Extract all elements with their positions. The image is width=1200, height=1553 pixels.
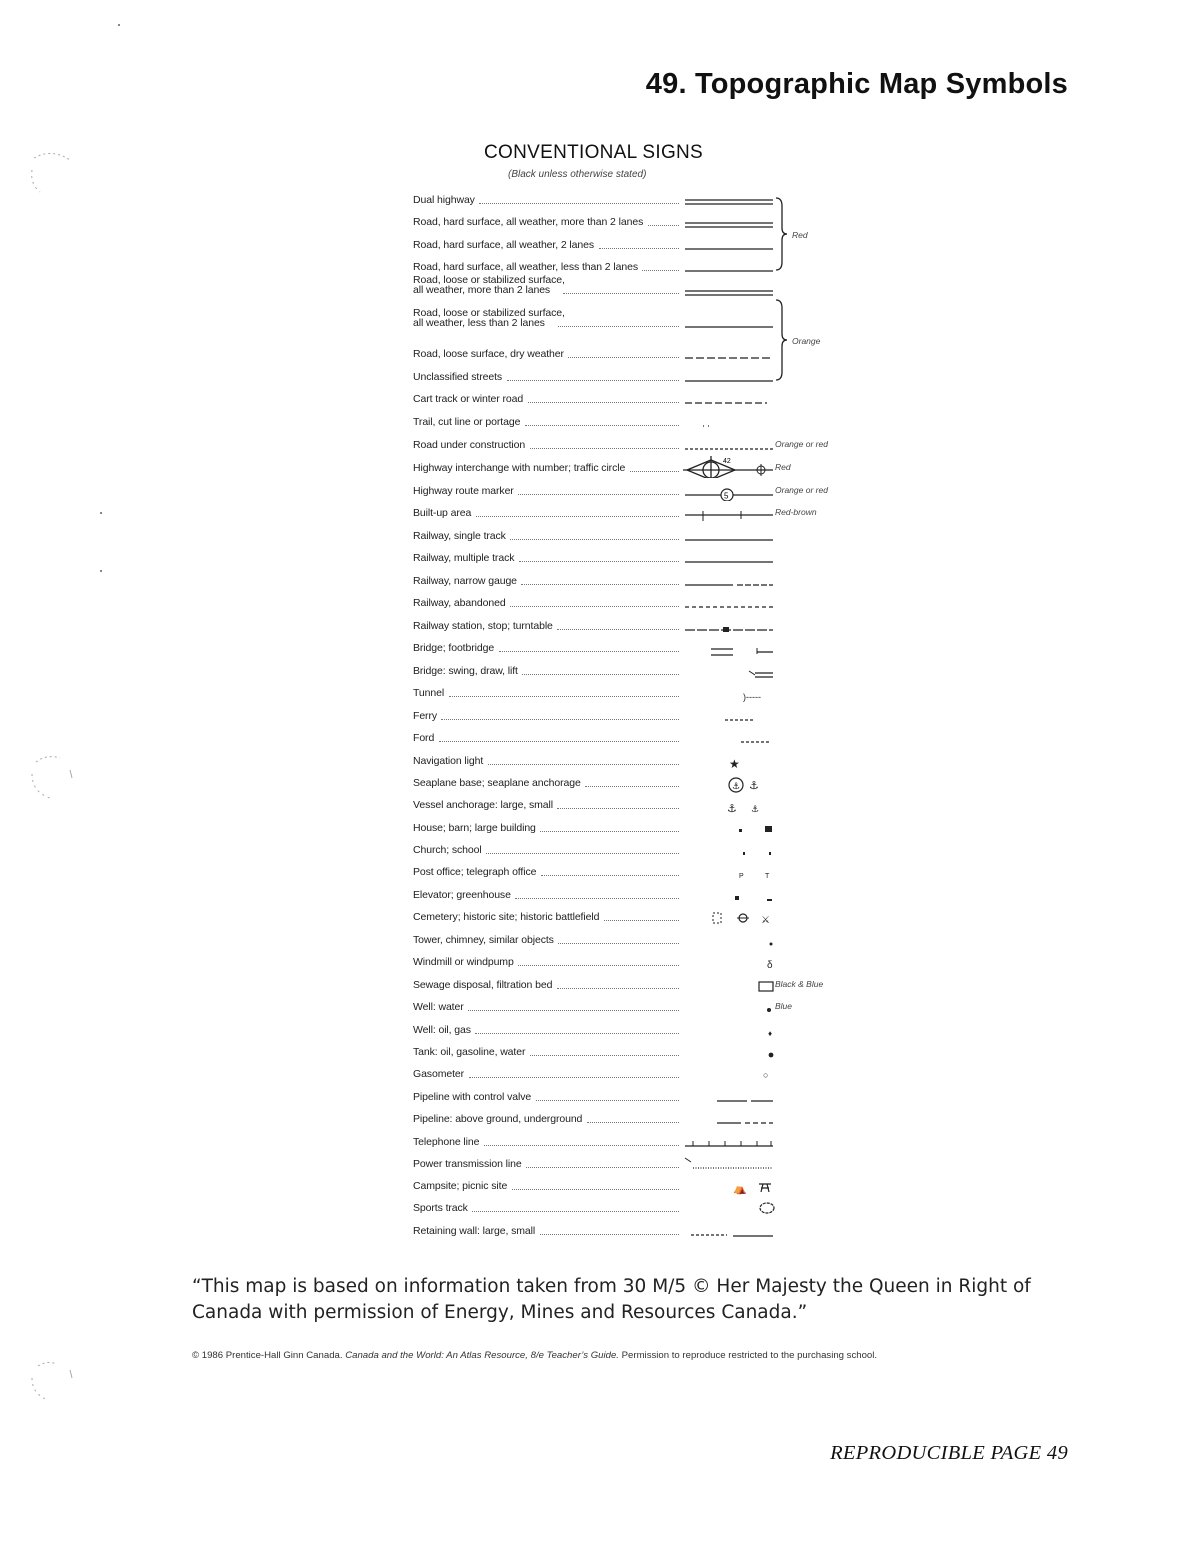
legend-row bbox=[413, 501, 843, 523]
dot-leader bbox=[510, 539, 679, 540]
dot-leader bbox=[585, 786, 679, 787]
legend-row bbox=[413, 1085, 843, 1107]
dot-leader bbox=[472, 1211, 679, 1212]
dot-leader bbox=[507, 380, 679, 381]
dot-leader bbox=[441, 719, 679, 720]
svg-text:★: ★ bbox=[729, 757, 740, 771]
legend-row-label: Telephone line bbox=[413, 1136, 480, 1148]
legend-row-label: Tank: oil, gasoline, water bbox=[413, 1046, 526, 1058]
speck bbox=[100, 512, 102, 514]
legend-row-note: Orange or red bbox=[775, 439, 828, 449]
legend-row bbox=[413, 546, 843, 568]
dot-leader bbox=[540, 831, 679, 832]
legend-row bbox=[413, 726, 843, 748]
legend-row bbox=[413, 928, 843, 950]
legend-row bbox=[413, 1152, 843, 1174]
legend-row-label: Navigation light bbox=[413, 755, 484, 767]
legend-row-label: Highway route marker bbox=[413, 485, 514, 497]
legend-row bbox=[413, 973, 843, 995]
legend-subtitle: (Black unless otherwise stated) bbox=[508, 169, 647, 180]
dot-leader bbox=[526, 1167, 679, 1168]
dot-leader bbox=[439, 741, 679, 742]
legend-row-label: Pipeline: above ground, underground bbox=[413, 1113, 583, 1125]
legend-row-label: Cemetery; historic site; historic battlefield bbox=[413, 911, 600, 923]
legend-row bbox=[413, 860, 843, 882]
legend-row bbox=[413, 950, 843, 972]
dot-leader bbox=[557, 808, 679, 809]
legend-row bbox=[413, 995, 843, 1017]
svg-text:⚓: ⚓ bbox=[727, 802, 737, 815]
dot-leader bbox=[558, 326, 679, 327]
svg-text:○: ○ bbox=[763, 1070, 769, 1080]
dot-leader bbox=[604, 920, 679, 921]
legend-title: CONVENTIONAL SIGNS bbox=[484, 142, 704, 163]
legend-row-label: Elevator; greenhouse bbox=[413, 889, 511, 901]
orange-group-label: Orange bbox=[792, 336, 821, 346]
dot-leader bbox=[530, 1055, 679, 1056]
dot-leader bbox=[486, 853, 679, 854]
orange-group-brace bbox=[774, 298, 790, 382]
legend-row bbox=[413, 883, 843, 905]
dot-leader bbox=[479, 203, 679, 204]
dot-leader bbox=[563, 293, 679, 294]
dot-leader bbox=[518, 494, 679, 495]
legend-row bbox=[413, 524, 843, 546]
svg-text:⚓: ⚓ bbox=[749, 779, 759, 792]
legend-row bbox=[413, 591, 843, 613]
legend-row bbox=[413, 1018, 843, 1040]
legend-row-label: Railway station, stop; turntable bbox=[413, 620, 553, 632]
dot-leader bbox=[557, 988, 679, 989]
dot-leader bbox=[630, 471, 679, 472]
dot-leader bbox=[512, 1189, 679, 1190]
dot-leader bbox=[530, 448, 679, 449]
punch-hole-bottom bbox=[26, 1360, 82, 1406]
dot-leader bbox=[515, 898, 679, 899]
legend-row-note: Blue bbox=[775, 1001, 793, 1011]
dot-leader bbox=[484, 1145, 679, 1146]
legend-row bbox=[413, 771, 843, 793]
svg-text:⚔: ⚔ bbox=[761, 915, 770, 926]
page-title: 49. Topographic Map Symbols bbox=[645, 68, 1068, 100]
legend-row bbox=[413, 274, 843, 300]
legend-row bbox=[413, 387, 843, 409]
dot-leader bbox=[476, 516, 679, 517]
red-group-label: Red bbox=[792, 230, 808, 240]
punch-hole-middle bbox=[26, 752, 82, 804]
svg-text:P: P bbox=[739, 873, 744, 880]
dot-leader bbox=[587, 1122, 679, 1123]
legend-row bbox=[413, 636, 843, 658]
legend-row-label: Road, loose surface, dry weather bbox=[413, 348, 564, 360]
map-credit-quote: “This map is based on information taken from 30 M/5 © Her Majesty the Queen in Right of Canada with permission of Energy, Mines and Resources Canada.” bbox=[192, 1276, 1031, 1323]
dot-leader bbox=[499, 651, 679, 652]
legend-row-label: Bridge; footbridge bbox=[413, 642, 495, 654]
svg-text:⚓: ⚓ bbox=[732, 782, 741, 792]
legend-row-label: Road, loose or stabilized surface, all weather, more than 2 lanes bbox=[413, 274, 565, 296]
legend-row-label: Highway interchange with number; traffic circle bbox=[413, 462, 626, 474]
svg-text:42: 42 bbox=[723, 458, 731, 465]
legend-row bbox=[413, 614, 843, 636]
legend-row-label: Railway, abandoned bbox=[413, 597, 506, 609]
svg-text:⛺: ⛺ bbox=[733, 1182, 747, 1195]
legend-row-label: Vessel anchorage: large, small bbox=[413, 799, 553, 811]
dot-leader bbox=[475, 1033, 679, 1034]
legend-row bbox=[413, 1040, 843, 1062]
legend-row-label: Pipeline with control valve bbox=[413, 1091, 532, 1103]
legend-row bbox=[413, 816, 843, 838]
legend-row-note: Red bbox=[775, 462, 791, 472]
dot-leader bbox=[525, 425, 679, 426]
legend-row-label: Built-up area bbox=[413, 507, 472, 519]
legend-row bbox=[413, 749, 843, 771]
copyright-prefix: © 1986 Prentice-Hall Ginn Canada. bbox=[192, 1350, 343, 1361]
dot-leader bbox=[568, 357, 679, 358]
legend-row-note: Black & Blue bbox=[775, 979, 824, 989]
legend-row-label: Road, hard surface, all weather, 2 lanes bbox=[413, 239, 595, 251]
legend-row bbox=[413, 1062, 843, 1084]
legend-row-label: Dual highway bbox=[413, 194, 475, 206]
dot-leader bbox=[648, 225, 679, 226]
legend-row bbox=[413, 456, 843, 478]
legend-row-label: Unclassified streets bbox=[413, 371, 503, 383]
legend-row-label: Well: water bbox=[413, 1001, 464, 1013]
legend-row-label: Power transmission line bbox=[413, 1158, 522, 1170]
legend-row-label: Sewage disposal, filtration bed bbox=[413, 979, 553, 991]
legend-row bbox=[413, 1174, 843, 1196]
dot-leader bbox=[541, 875, 679, 876]
legend-row bbox=[413, 681, 843, 703]
svg-text:δ: δ bbox=[767, 960, 773, 971]
legend-row-label: Windmill or windpump bbox=[413, 956, 514, 968]
dot-leader bbox=[558, 943, 679, 944]
dot-leader bbox=[510, 606, 679, 607]
red-group-brace bbox=[774, 196, 790, 272]
legend-row-label: Seaplane base; seaplane anchorage bbox=[413, 777, 581, 789]
legend-row-label: Railway, single track bbox=[413, 530, 506, 542]
copyright-line bbox=[192, 1350, 1072, 1361]
legend-row bbox=[413, 1196, 843, 1218]
legend-row-label: House; barn; large building bbox=[413, 822, 536, 834]
dot-leader bbox=[449, 696, 679, 697]
legend-row-note: Red-brown bbox=[775, 507, 817, 517]
svg-text:⚓: ⚓ bbox=[751, 805, 760, 815]
legend-row bbox=[413, 410, 843, 432]
legend-row-label: Cart track or winter road bbox=[413, 393, 524, 405]
legend-row bbox=[413, 793, 843, 815]
legend-row bbox=[413, 1107, 843, 1129]
legend-row bbox=[413, 1130, 843, 1152]
copyright-work: Canada and the World: An Atlas Resource, 8/e Teacher’s Guide. bbox=[345, 1350, 619, 1361]
legend-row-label: Ferry bbox=[413, 710, 437, 722]
legend-row bbox=[413, 704, 843, 726]
legend-row-label: Tower, chimney, similar objects bbox=[413, 934, 554, 946]
legend-row-label: Sports track bbox=[413, 1202, 468, 1214]
legend-row-label: Tunnel bbox=[413, 687, 445, 699]
legend-row-label: Road, loose or stabilized surface, all weather, less than 2 lanes bbox=[413, 307, 565, 329]
legend-row bbox=[413, 905, 843, 927]
dot-leader bbox=[557, 629, 679, 630]
svg-text:♦: ♦ bbox=[768, 1029, 773, 1038]
legend-row-label: Road, hard surface, all weather, more than 2 lanes bbox=[413, 216, 644, 228]
dot-leader bbox=[536, 1100, 679, 1101]
legend-row-label: Road, hard surface, all weather, less than 2 lanes bbox=[413, 261, 638, 273]
legend-row-label: Ford bbox=[413, 732, 435, 744]
dot-leader bbox=[488, 764, 679, 765]
legend-row bbox=[413, 838, 843, 860]
legend-row-label: Gasometer bbox=[413, 1068, 465, 1080]
dot-leader bbox=[518, 965, 679, 966]
legend-row bbox=[413, 479, 843, 501]
legend-row bbox=[413, 433, 843, 455]
dot-leader bbox=[528, 402, 679, 403]
punch-hole-top bbox=[26, 150, 82, 198]
dot-leader bbox=[599, 248, 679, 249]
legend-row bbox=[413, 1219, 843, 1241]
page-footer: REPRODUCIBLE PAGE 49 bbox=[830, 1442, 1068, 1464]
legend-row-label: Campsite; picnic site bbox=[413, 1180, 508, 1192]
legend-row-label: Retaining wall: large, small bbox=[413, 1225, 536, 1237]
legend-row-label: Post office; telegraph office bbox=[413, 866, 537, 878]
dot-leader bbox=[540, 1234, 679, 1235]
dot-leader bbox=[469, 1077, 679, 1078]
legend-row-label: Railway, narrow gauge bbox=[413, 575, 517, 587]
legend-row-label: Bridge: swing, draw, lift bbox=[413, 665, 518, 677]
svg-text:5: 5 bbox=[724, 491, 729, 501]
legend-row-label: Trail, cut line or portage bbox=[413, 416, 521, 428]
svg-text:T: T bbox=[765, 873, 770, 880]
speck bbox=[118, 24, 120, 26]
dot-leader bbox=[468, 1010, 679, 1011]
legend-row-label: Road under construction bbox=[413, 439, 526, 451]
legend-row-label: Railway, multiple track bbox=[413, 552, 515, 564]
dot-leader bbox=[519, 561, 679, 562]
legend-row bbox=[413, 569, 843, 591]
legend-row-label: Church; school bbox=[413, 844, 482, 856]
legend-row-note: Orange or red bbox=[775, 485, 828, 495]
svg-text:)-----: )----- bbox=[743, 692, 761, 702]
legend-row bbox=[413, 659, 843, 681]
speck bbox=[100, 570, 102, 572]
legend-row-label: Well: oil, gas bbox=[413, 1024, 471, 1036]
copyright-suffix: Permission to reproduce restricted to the purchasing school. bbox=[621, 1350, 878, 1361]
dot-leader bbox=[522, 674, 679, 675]
dot-leader bbox=[642, 270, 679, 271]
dot-leader bbox=[521, 584, 679, 585]
